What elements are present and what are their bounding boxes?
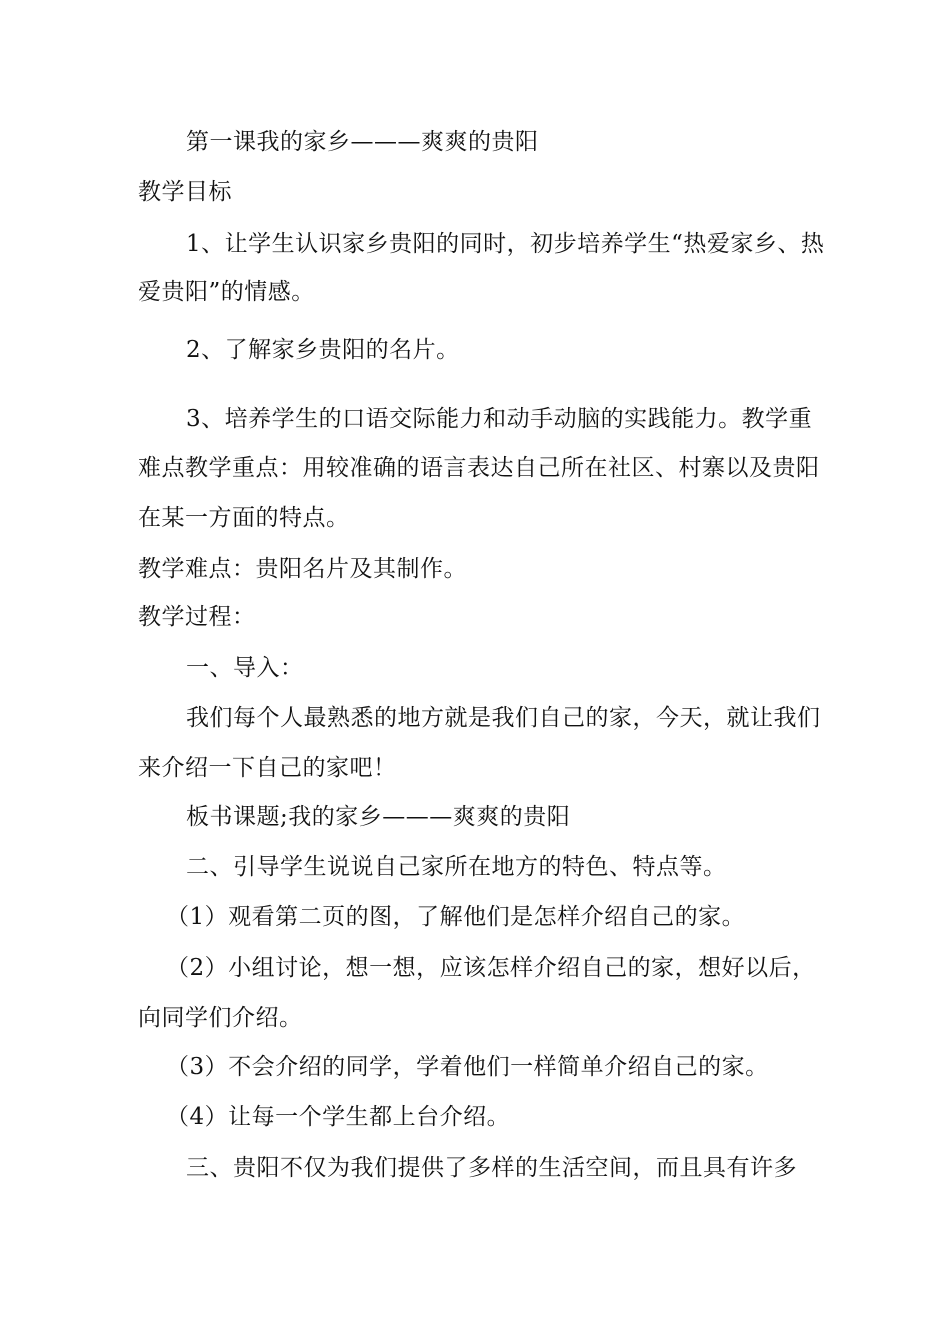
text-line: （4）让每一个学生都上台介绍。 (166, 1104, 511, 1130)
text-line: 我们每个人最熟悉的地方就是我们自己的家，今天，就让我们 (186, 705, 821, 731)
section-heading-process: 教学过程： (138, 604, 256, 630)
text-line: 二、引导学生说说自己家所在地方的特色、特点等。 (186, 854, 727, 880)
text-line: 来介绍一下自己的家吧！ (138, 755, 397, 781)
text-line: 3、培养学生的口语交际能力和动手动脑的实践能力。教学重 (186, 406, 813, 432)
text-line: （1）观看第二页的图，了解他们是怎样介绍自己的家。 (166, 904, 746, 930)
text-line: 2、了解家乡贵阳的名片。 (186, 337, 460, 363)
text-line: 难点教学重点：用较准确的语言表达自己所在社区、村寨以及贵阳 (138, 455, 820, 481)
text-line: 板书课题;我的家乡———爽爽的贵阳 (186, 804, 571, 830)
text-line: 爱贵阳”的情感。 (138, 279, 315, 305)
document-title: 第一课我的家乡———爽爽的贵阳 (186, 129, 539, 155)
text-line: 三、贵阳不仅为我们提供了多样的生活空间，而且具有许多 (186, 1155, 797, 1181)
text-line: 教学难点：贵阳名片及其制作。 (138, 556, 467, 582)
text-line: 在某一方面的特点。 (138, 505, 350, 531)
text-line: 一、导入： (186, 655, 304, 681)
section-heading-objectives: 教学目标 (138, 179, 232, 205)
text-line: 1、让学生认识家乡贵阳的同时，初步培养学生“热爱家乡、热 (186, 231, 825, 257)
text-line: 向同学们介绍。 (138, 1005, 303, 1031)
text-line: （3）不会介绍的同学，学着他们一样简单介绍自己的家。 (166, 1054, 769, 1080)
text-line: （2）小组讨论，想一想，应该怎样介绍自己的家，想好以后， (166, 955, 816, 981)
